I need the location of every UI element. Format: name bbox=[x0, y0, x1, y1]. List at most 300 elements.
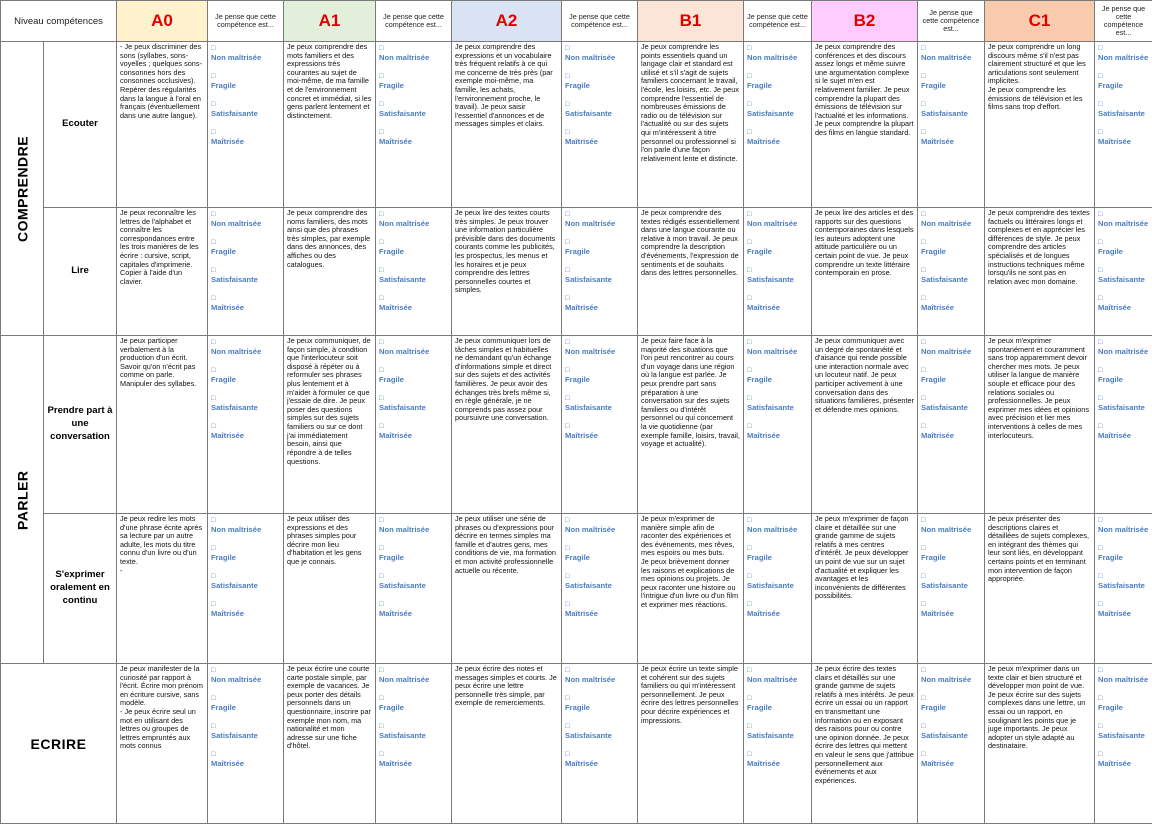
option-item[interactable] bbox=[211, 723, 280, 740]
option-item[interactable] bbox=[1098, 295, 1149, 312]
self-assessment-options bbox=[208, 42, 284, 208]
option-label: Fragile bbox=[211, 80, 236, 90]
checkbox-icon[interactable]: □ bbox=[211, 239, 216, 247]
checkbox-icon[interactable]: □ bbox=[379, 723, 384, 731]
option-item[interactable] bbox=[379, 751, 448, 768]
option-item[interactable] bbox=[211, 395, 280, 412]
option-item[interactable] bbox=[921, 723, 981, 740]
option-item[interactable] bbox=[747, 239, 808, 256]
checkbox-icon[interactable]: □ bbox=[379, 367, 384, 375]
option-item[interactable] bbox=[379, 423, 448, 440]
option-label: Satisfaisante bbox=[747, 108, 794, 118]
option-item[interactable] bbox=[211, 211, 280, 228]
checkbox-icon[interactable]: □ bbox=[747, 101, 752, 109]
checkbox-icon[interactable]: □ bbox=[211, 367, 216, 375]
checkbox-icon[interactable]: □ bbox=[1098, 667, 1103, 674]
option-item[interactable] bbox=[565, 339, 634, 356]
checkbox-icon[interactable]: □ bbox=[565, 45, 570, 52]
descriptor-b2: Je peux communiquer avec un degré de spontanéité et d'aisance qui rende possible une interaction normale avec un locuteur natif. Je peux participer activement à une conversation dans des situations familières, présenter et défendre mes opinions. bbox=[812, 336, 918, 514]
checkbox-icon[interactable]: □ bbox=[747, 267, 752, 275]
checkbox-icon[interactable]: □ bbox=[379, 129, 384, 137]
option-item[interactable] bbox=[921, 695, 981, 712]
checkbox-icon[interactable]: □ bbox=[211, 267, 216, 275]
option-item[interactable] bbox=[747, 101, 808, 118]
descriptor-b1: Je peux écrire un texte simple et cohérent sur des sujets familiers ou qui m'intéressent personnellement. Je peux écrire des lettres personnelles pour décrire expériences et impressions. bbox=[638, 664, 744, 824]
option-item[interactable] bbox=[211, 367, 280, 384]
checkbox-icon[interactable]: □ bbox=[565, 423, 570, 431]
option-item[interactable] bbox=[921, 667, 981, 684]
option-label: Fragile bbox=[379, 80, 404, 90]
checkbox-icon[interactable]: □ bbox=[565, 211, 570, 218]
checkbox-icon[interactable]: □ bbox=[1098, 129, 1103, 137]
checkbox-icon[interactable]: □ bbox=[565, 395, 570, 403]
activity-ecouter: Ecouter bbox=[44, 42, 117, 208]
checkbox-icon[interactable]: □ bbox=[921, 367, 926, 375]
option-label: Satisfaisante bbox=[921, 108, 968, 118]
option-item[interactable] bbox=[747, 395, 808, 412]
option-item[interactable] bbox=[379, 395, 448, 412]
checkbox-icon[interactable]: □ bbox=[565, 101, 570, 109]
option-label: Non maîtrisée bbox=[565, 346, 616, 356]
checkbox-icon[interactable]: □ bbox=[565, 751, 570, 759]
header-row bbox=[1, 1, 1152, 42]
checkbox-icon[interactable]: □ bbox=[379, 339, 384, 346]
checkbox-icon[interactable]: □ bbox=[747, 695, 752, 703]
checkbox-icon[interactable]: □ bbox=[747, 667, 752, 674]
checkbox-icon[interactable]: □ bbox=[921, 423, 926, 431]
option-item[interactable] bbox=[211, 239, 280, 256]
option-item[interactable] bbox=[747, 695, 808, 712]
option-item[interactable] bbox=[747, 45, 808, 62]
checkbox-icon[interactable]: □ bbox=[565, 73, 570, 81]
self-assessment-options bbox=[376, 664, 452, 824]
option-item[interactable] bbox=[565, 667, 634, 684]
option-item[interactable] bbox=[747, 295, 808, 312]
checkbox-icon[interactable]: □ bbox=[921, 295, 926, 303]
checkbox-icon[interactable]: □ bbox=[379, 545, 384, 553]
checkbox-icon[interactable]: □ bbox=[211, 211, 216, 218]
option-item[interactable] bbox=[565, 545, 634, 562]
self-assessment-options bbox=[1095, 208, 1152, 336]
checkbox-icon[interactable]: □ bbox=[211, 295, 216, 303]
option-label: Non maîtrisée bbox=[921, 218, 972, 228]
checkbox-icon[interactable]: □ bbox=[1098, 751, 1103, 759]
checkbox-icon[interactable]: □ bbox=[565, 545, 570, 553]
checkbox-icon[interactable]: □ bbox=[211, 395, 216, 403]
descriptor-c1: Je peux m'exprimer spontanément et couramment sans trop apparemment devoir chercher mes mots. Je peux utiliser la langue de manière souple et efficace pour des relations sociales ou professionnelles. Je peux exprimer mes idées et opinions avec précision et lier mes interventions à celles de mes interlocuteurs. bbox=[985, 336, 1095, 514]
checkbox-icon[interactable]: □ bbox=[379, 695, 384, 703]
level-header-a2: A2 bbox=[452, 1, 562, 42]
option-item[interactable] bbox=[379, 723, 448, 740]
option-item[interactable] bbox=[565, 367, 634, 384]
option-item[interactable] bbox=[379, 239, 448, 256]
checkbox-icon[interactable]: □ bbox=[747, 517, 752, 524]
option-item[interactable] bbox=[747, 423, 808, 440]
option-item[interactable] bbox=[211, 573, 280, 590]
option-item[interactable] bbox=[747, 601, 808, 618]
descriptor-a1: Je peux comprendre des mots familiers et des expressions très courantes au sujet de moi-même, de ma famille et de l'environnement concret et immédiat, si les gens parlent lentement et distinctement. bbox=[284, 42, 376, 208]
option-item[interactable] bbox=[565, 601, 634, 618]
checkbox-icon[interactable]: □ bbox=[379, 667, 384, 674]
option-label: Maîtrisée bbox=[747, 758, 780, 768]
checkbox-icon[interactable]: □ bbox=[921, 339, 926, 346]
checkbox-icon[interactable]: □ bbox=[1098, 517, 1103, 524]
option-item[interactable] bbox=[565, 101, 634, 118]
option-item[interactable] bbox=[1098, 129, 1149, 146]
option-item[interactable] bbox=[921, 395, 981, 412]
option-label: Maîtrisée bbox=[1098, 136, 1131, 146]
option-label: Maîtrisée bbox=[379, 430, 412, 440]
checkbox-icon[interactable]: □ bbox=[747, 545, 752, 553]
option-item[interactable] bbox=[747, 751, 808, 768]
checkbox-icon[interactable]: □ bbox=[565, 339, 570, 346]
option-item[interactable] bbox=[921, 45, 981, 62]
option-item[interactable] bbox=[747, 211, 808, 228]
option-item[interactable] bbox=[379, 211, 448, 228]
checkbox-icon[interactable]: □ bbox=[1098, 295, 1103, 303]
option-item[interactable] bbox=[1098, 695, 1149, 712]
checkbox-icon[interactable]: □ bbox=[921, 45, 926, 52]
pense-header: Je pense que cette compétence est... bbox=[918, 1, 985, 42]
checkbox-icon[interactable]: □ bbox=[921, 517, 926, 524]
checkbox-icon[interactable]: □ bbox=[921, 667, 926, 674]
checkbox-icon[interactable]: □ bbox=[1098, 211, 1103, 218]
checkbox-icon[interactable]: □ bbox=[379, 573, 384, 581]
descriptor-b2: Je peux comprendre des conférences et des discours assez longs et même suivre une argumentation complexe si le sujet m'en est relativement familier. Je peux comprendre la plupart des émissions de télévision sur l'actualité et les informations. Je peux comprendre la plupart des films en langue standard. bbox=[812, 42, 918, 208]
option-label: Fragile bbox=[921, 552, 946, 562]
checkbox-icon[interactable]: □ bbox=[565, 267, 570, 275]
checkbox-icon[interactable]: □ bbox=[1098, 367, 1103, 375]
option-item[interactable] bbox=[565, 695, 634, 712]
checkbox-icon[interactable]: □ bbox=[1098, 101, 1103, 109]
checkbox-icon[interactable]: □ bbox=[379, 517, 384, 524]
checkbox-icon[interactable]: □ bbox=[565, 667, 570, 674]
checkbox-icon[interactable]: □ bbox=[211, 723, 216, 731]
checkbox-icon[interactable]: □ bbox=[565, 517, 570, 524]
option-item[interactable] bbox=[1098, 395, 1149, 412]
level-header-b2: B2 bbox=[812, 1, 918, 42]
option-label: Non maîtrisée bbox=[379, 346, 430, 356]
option-item[interactable] bbox=[747, 667, 808, 684]
checkbox-icon[interactable]: □ bbox=[1098, 601, 1103, 609]
option-item[interactable] bbox=[379, 339, 448, 356]
checkbox-icon[interactable]: □ bbox=[1098, 695, 1103, 703]
option-item[interactable] bbox=[379, 45, 448, 62]
checkbox-icon[interactable]: □ bbox=[211, 73, 216, 81]
option-item[interactable] bbox=[211, 695, 280, 712]
option-item[interactable] bbox=[1098, 573, 1149, 590]
checkbox-icon[interactable]: □ bbox=[565, 129, 570, 137]
option-item[interactable] bbox=[921, 129, 981, 146]
option-item[interactable] bbox=[379, 667, 448, 684]
checkbox-icon[interactable]: □ bbox=[211, 517, 216, 524]
checkbox-icon[interactable]: □ bbox=[211, 339, 216, 346]
self-assessment-options bbox=[918, 208, 985, 336]
checkbox-icon[interactable]: □ bbox=[747, 211, 752, 218]
option-label: Fragile bbox=[379, 374, 404, 384]
self-assessment-options bbox=[376, 514, 452, 664]
option-item[interactable] bbox=[565, 73, 634, 90]
option-label: Maîtrisée bbox=[921, 608, 954, 618]
descriptor-a1: Je peux écrire une courte carte postale simple, par exemple de vacances. Je peux porter des détails personnels dans un questionnaire, inscrire par exemple mon nom, ma nationalité et mon adresse sur une fiche d'hôtel. bbox=[284, 664, 376, 824]
option-item[interactable] bbox=[921, 267, 981, 284]
checkbox-icon[interactable]: □ bbox=[211, 601, 216, 609]
option-item[interactable] bbox=[565, 129, 634, 146]
option-item[interactable] bbox=[747, 723, 808, 740]
checkbox-icon[interactable]: □ bbox=[379, 45, 384, 52]
option-item[interactable] bbox=[379, 129, 448, 146]
option-item[interactable] bbox=[211, 45, 280, 62]
option-item[interactable] bbox=[747, 267, 808, 284]
checkbox-icon[interactable]: □ bbox=[211, 751, 216, 759]
option-item[interactable] bbox=[211, 295, 280, 312]
option-label: Non maîtrisée bbox=[747, 524, 798, 534]
checkbox-icon[interactable]: □ bbox=[379, 239, 384, 247]
option-item[interactable] bbox=[747, 573, 808, 590]
option-item[interactable] bbox=[747, 545, 808, 562]
option-item[interactable] bbox=[379, 101, 448, 118]
checkbox-icon[interactable]: □ bbox=[747, 601, 752, 609]
option-label: Fragile bbox=[1098, 702, 1123, 712]
option-item[interactable] bbox=[921, 545, 981, 562]
checkbox-icon[interactable]: □ bbox=[565, 601, 570, 609]
checkbox-icon[interactable]: □ bbox=[565, 367, 570, 375]
checkbox-icon[interactable]: □ bbox=[379, 423, 384, 431]
checkbox-icon[interactable]: □ bbox=[211, 423, 216, 431]
checkbox-icon[interactable]: □ bbox=[1098, 573, 1103, 581]
checkbox-icon[interactable]: □ bbox=[747, 339, 752, 346]
option-item[interactable] bbox=[1098, 423, 1149, 440]
option-label: Maîtrisée bbox=[747, 608, 780, 618]
option-label: Satisfaisante bbox=[379, 274, 426, 284]
option-item[interactable] bbox=[211, 129, 280, 146]
option-item[interactable] bbox=[379, 573, 448, 590]
self-assessment-options bbox=[744, 664, 812, 824]
option-item[interactable] bbox=[565, 423, 634, 440]
option-item[interactable] bbox=[921, 239, 981, 256]
option-item[interactable] bbox=[1098, 545, 1149, 562]
descriptor-a0: Je peux redire les mots d'une phrase écrite après sa lecture par un autre adulte, les mots du titre connu d'un livre ou d'un texte. - bbox=[117, 514, 208, 664]
option-label: Maîtrisée bbox=[747, 136, 780, 146]
option-label: Non maîtrisée bbox=[747, 674, 798, 684]
checkbox-icon[interactable]: □ bbox=[1098, 339, 1103, 346]
option-label: Satisfaisante bbox=[211, 274, 258, 284]
checkbox-icon[interactable]: □ bbox=[747, 45, 752, 52]
checkbox-icon[interactable]: □ bbox=[1098, 545, 1103, 553]
option-item[interactable] bbox=[565, 517, 634, 534]
checkbox-icon[interactable]: □ bbox=[747, 367, 752, 375]
checkbox-icon[interactable]: □ bbox=[921, 601, 926, 609]
checkbox-icon[interactable]: □ bbox=[921, 73, 926, 81]
option-item[interactable] bbox=[565, 239, 634, 256]
checkbox-icon[interactable]: □ bbox=[379, 395, 384, 403]
checkbox-icon[interactable]: □ bbox=[747, 129, 752, 137]
option-item[interactable] bbox=[921, 517, 981, 534]
checkbox-icon[interactable]: □ bbox=[379, 73, 384, 81]
option-item[interactable] bbox=[1098, 211, 1149, 228]
checkbox-icon[interactable]: □ bbox=[921, 545, 926, 553]
option-item[interactable] bbox=[211, 101, 280, 118]
option-item[interactable] bbox=[379, 695, 448, 712]
checkbox-icon[interactable]: □ bbox=[379, 751, 384, 759]
option-item[interactable] bbox=[921, 73, 981, 90]
option-item[interactable] bbox=[747, 129, 808, 146]
descriptor-a2: Je peux comprendre des expressions et un vocabulaire très fréquent relatifs à ce qui me concerne de très près (par exemple moi-même, ma famille, les achats, l'environnement proche, le travail). Je peux saisir l'essentiel d'annonces et de messages simples et clairs. bbox=[452, 42, 562, 208]
option-item[interactable] bbox=[1098, 723, 1149, 740]
checkbox-icon[interactable]: □ bbox=[565, 239, 570, 247]
checkbox-icon[interactable]: □ bbox=[211, 573, 216, 581]
option-item[interactable] bbox=[565, 45, 634, 62]
option-item[interactable] bbox=[1098, 339, 1149, 356]
option-item[interactable] bbox=[379, 517, 448, 534]
level-header-a0: A0 bbox=[117, 1, 208, 42]
checkbox-icon[interactable]: □ bbox=[211, 129, 216, 137]
option-item[interactable] bbox=[1098, 601, 1149, 618]
option-label: Fragile bbox=[1098, 552, 1123, 562]
activity-exprimer: S'exprimer oralement en continu bbox=[44, 514, 117, 664]
checkbox-icon[interactable]: □ bbox=[921, 695, 926, 703]
checkbox-icon[interactable]: □ bbox=[379, 295, 384, 303]
option-item[interactable] bbox=[211, 423, 280, 440]
checkbox-icon[interactable]: □ bbox=[211, 695, 216, 703]
option-item[interactable] bbox=[1098, 751, 1149, 768]
checkbox-icon[interactable]: □ bbox=[1098, 423, 1103, 431]
option-label: Fragile bbox=[211, 374, 236, 384]
checkbox-icon[interactable]: □ bbox=[1098, 395, 1103, 403]
checkbox-icon[interactable]: □ bbox=[747, 395, 752, 403]
option-label: Non maîtrisée bbox=[211, 218, 262, 228]
option-item[interactable] bbox=[211, 517, 280, 534]
option-item[interactable] bbox=[1098, 517, 1149, 534]
checkbox-icon[interactable]: □ bbox=[211, 545, 216, 553]
option-item[interactable] bbox=[1098, 101, 1149, 118]
option-item[interactable] bbox=[921, 601, 981, 618]
option-item[interactable] bbox=[1098, 73, 1149, 90]
option-label: Satisfaisante bbox=[1098, 580, 1145, 590]
checkbox-icon[interactable]: □ bbox=[921, 101, 926, 109]
option-item[interactable] bbox=[921, 423, 981, 440]
option-item[interactable] bbox=[921, 101, 981, 118]
checkbox-icon[interactable]: □ bbox=[1098, 239, 1103, 247]
checkbox-icon[interactable]: □ bbox=[1098, 45, 1103, 52]
self-assessment-options bbox=[376, 42, 452, 208]
option-item[interactable] bbox=[921, 295, 981, 312]
checkbox-icon[interactable]: □ bbox=[379, 601, 384, 609]
option-label: Maîtrisée bbox=[211, 430, 244, 440]
option-label: Satisfaisante bbox=[1098, 730, 1145, 740]
checkbox-icon[interactable]: □ bbox=[747, 239, 752, 247]
option-item[interactable] bbox=[379, 267, 448, 284]
checkbox-icon[interactable]: □ bbox=[379, 211, 384, 218]
option-item[interactable] bbox=[747, 517, 808, 534]
level-header-c1: C1 bbox=[985, 1, 1095, 42]
option-label: Satisfaisante bbox=[747, 274, 794, 284]
checkbox-icon[interactable]: □ bbox=[921, 573, 926, 581]
option-item[interactable] bbox=[1098, 367, 1149, 384]
checkbox-icon[interactable]: □ bbox=[379, 101, 384, 109]
option-item[interactable] bbox=[211, 267, 280, 284]
checkbox-icon[interactable]: □ bbox=[747, 73, 752, 81]
option-item[interactable] bbox=[565, 211, 634, 228]
option-label: Maîtrisée bbox=[1098, 758, 1131, 768]
option-item[interactable] bbox=[921, 339, 981, 356]
checkbox-icon[interactable]: □ bbox=[921, 211, 926, 218]
checkbox-icon[interactable]: □ bbox=[565, 695, 570, 703]
checkbox-icon[interactable]: □ bbox=[1098, 73, 1103, 81]
option-item[interactable] bbox=[211, 545, 280, 562]
option-item[interactable] bbox=[565, 573, 634, 590]
option-item[interactable] bbox=[921, 211, 981, 228]
descriptor-b2: Je peux lire des articles et des rapports sur des questions contemporaines dans lesquels les auteurs adoptent une attitude particulière ou un certain point de vue. Je peux comprendre un texte littéraire contemporain en prose. bbox=[812, 208, 918, 336]
option-item[interactable] bbox=[921, 367, 981, 384]
checkbox-icon[interactable]: □ bbox=[921, 267, 926, 275]
option-item[interactable] bbox=[211, 751, 280, 768]
option-item[interactable] bbox=[921, 751, 981, 768]
option-label: Non maîtrisée bbox=[1098, 218, 1149, 228]
option-item[interactable] bbox=[747, 367, 808, 384]
option-item[interactable] bbox=[379, 295, 448, 312]
option-label: Fragile bbox=[921, 246, 946, 256]
option-item[interactable] bbox=[211, 601, 280, 618]
option-item[interactable] bbox=[1098, 239, 1149, 256]
checkbox-icon[interactable]: □ bbox=[211, 101, 216, 109]
descriptor-c1: Je peux comprendre des textes factuels ou littéraires longs et complexes et en apprécier les différences de style. Je peux comprendre des articles spécialisés et de longues instructions techniques même lorsqu'ils ne sont pas en relation avec mon domaine. bbox=[985, 208, 1095, 336]
option-item[interactable] bbox=[211, 667, 280, 684]
option-item[interactable] bbox=[565, 267, 634, 284]
option-label: Satisfaisante bbox=[921, 274, 968, 284]
option-label: Maîtrisée bbox=[211, 136, 244, 146]
checkbox-icon[interactable]: □ bbox=[921, 395, 926, 403]
checkbox-icon[interactable]: □ bbox=[921, 129, 926, 137]
checkbox-icon[interactable]: □ bbox=[211, 667, 216, 674]
option-item[interactable] bbox=[565, 723, 634, 740]
checkbox-icon[interactable]: □ bbox=[1098, 723, 1103, 731]
checkbox-icon[interactable]: □ bbox=[747, 723, 752, 731]
option-item[interactable] bbox=[211, 73, 280, 90]
checkbox-icon[interactable]: □ bbox=[379, 267, 384, 275]
option-item[interactable] bbox=[1098, 667, 1149, 684]
checkbox-icon[interactable]: □ bbox=[1098, 267, 1103, 275]
option-item[interactable] bbox=[379, 545, 448, 562]
checkbox-icon[interactable]: □ bbox=[565, 573, 570, 581]
option-item[interactable] bbox=[565, 751, 634, 768]
option-label: Satisfaisante bbox=[379, 108, 426, 118]
option-item[interactable] bbox=[1098, 45, 1149, 62]
option-item[interactable] bbox=[1098, 267, 1149, 284]
option-item[interactable] bbox=[379, 367, 448, 384]
option-item[interactable] bbox=[565, 295, 634, 312]
option-label: Non maîtrisée bbox=[1098, 346, 1149, 356]
checkbox-icon[interactable]: □ bbox=[747, 423, 752, 431]
option-item[interactable] bbox=[379, 601, 448, 618]
option-item[interactable] bbox=[565, 395, 634, 412]
option-item[interactable] bbox=[747, 339, 808, 356]
checkbox-icon[interactable]: □ bbox=[211, 45, 216, 52]
checkbox-icon[interactable]: □ bbox=[747, 751, 752, 759]
option-item[interactable] bbox=[921, 573, 981, 590]
checkbox-icon[interactable]: □ bbox=[921, 723, 926, 731]
checkbox-icon[interactable]: □ bbox=[921, 751, 926, 759]
option-item[interactable] bbox=[379, 73, 448, 90]
checkbox-icon[interactable]: □ bbox=[747, 295, 752, 303]
checkbox-icon[interactable]: □ bbox=[565, 723, 570, 731]
checkbox-icon[interactable]: □ bbox=[921, 239, 926, 247]
checkbox-icon[interactable]: □ bbox=[747, 573, 752, 581]
option-item[interactable] bbox=[747, 73, 808, 90]
option-label: Non maîtrisée bbox=[565, 674, 616, 684]
option-item[interactable] bbox=[211, 339, 280, 356]
checkbox-icon[interactable]: □ bbox=[565, 295, 570, 303]
